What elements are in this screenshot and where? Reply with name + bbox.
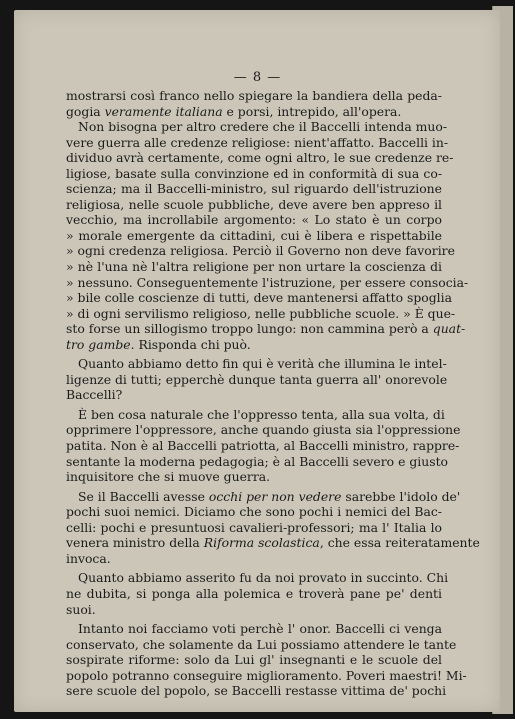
text-line: Se il Baccelli avesse occhi per non vedere sarebbe l'idolo de' — [78, 488, 461, 504]
text-line: » bile colle coscienze di tutti, deve mantenersi affatto spoglia — [66, 290, 452, 306]
text-line: » di ogni servilismo religioso, nelle pubbliche scuole. » È que- — [66, 305, 456, 321]
text-line: religiosa, nelle scuole pubbliche, deve avere ben appreso il — [66, 196, 442, 212]
body-text — [66, 88, 480, 699]
emphasis: quat- — [432, 321, 466, 337]
text-line: Intanto noi facciamo voti perchè l' onor. Baccelli ci venga — [78, 621, 442, 637]
text-line: inquisitore che si muove guerra. — [66, 469, 271, 485]
text-line: venera ministro della Riforma scolastica, che essa reiteratamente — [66, 535, 480, 551]
text-line: » nessuno. Conseguentemente l'istruzione, per essere consocia- — [66, 274, 469, 290]
text-line: gogia veramente italiana e porsi, intrepido, all'opera. — [66, 103, 402, 119]
text-line: Non bisogna per altro credere che il Baccelli intenda muo- — [78, 119, 448, 135]
text-line: celli: pochi e presuntuosi cavalieri-professori; ma l' Italia lo — [66, 519, 442, 535]
text-line: È ben cosa naturale che l'oppresso tenta, alla sua volta, di — [78, 406, 445, 422]
emphasis: Riforma scolastica — [203, 535, 320, 551]
text-line: invoca. — [66, 550, 111, 566]
text-line: » ogni credenza religiosa. Perciò il Governo non deve favorire — [66, 243, 455, 259]
text-line: pochi suoi nemici. Diciamo che sono pochi i nemici del Bac- — [66, 504, 442, 520]
text-line: Baccelli? — [66, 387, 123, 403]
text-line: tro gambe. Risponda chi può. — [66, 336, 251, 352]
text-line: Quanto abbiamo asserito fu da noi provato in succinto. Chi — [78, 570, 449, 586]
text-line: vecchio, ma incrollabile argomento: « Lo stato è un corpo — [66, 212, 442, 228]
emphasis: veramente italiana — [104, 103, 223, 119]
text-line: Quanto abbiamo detto fin qui è verità che illumina le intel- — [78, 356, 447, 372]
page-number: — 8 — — [233, 70, 282, 85]
text-line: dividuo avrà certamente, come ogni altro, le sue credenze re- — [66, 150, 454, 166]
text-line: suoi. — [66, 601, 96, 617]
text-line: ligenze di tutti; epperchè dunque tanta guerra all' onorevole — [66, 371, 448, 387]
text-line: sentante la moderna pedagogia; è al Baccelli severo e giusto — [66, 453, 449, 469]
text-line: sospirate riforme: solo da Lui gl' insegnanti e le scuole del — [66, 652, 442, 668]
text-line: opprimere l'oppressore, anche quando giusta sia l'oppressione — [66, 422, 461, 438]
emphasis: tro gambe — [66, 336, 131, 352]
text-line: conservato, che solamente da Lui possiamo attendere le tante — [66, 636, 457, 652]
text-line: » morale emergente da cittadini, cui è libera e rispettabile — [66, 227, 442, 243]
text-line: ne dubita, si ponga alla polemica e troverà pane pe' denti — [66, 585, 442, 601]
emphasis: occhi per non vedere — [208, 488, 342, 504]
text-line: » nè l'una nè l'altra religione per non urtare la coscienza di — [66, 259, 442, 275]
text-line: ligiose, basate sulla convinzione ed in conformità di sua co- — [66, 165, 442, 181]
text-line: mostrarsi così franco nello spiegare la bandiera della peda- — [66, 88, 442, 103]
text-line: popolo potranno conseguire miglioramento. Poveri maestri! Mi- — [66, 667, 467, 683]
text-line: patita. Non è al Baccelli patriotta, al Baccelli ministro, rappre- — [66, 438, 460, 454]
text-line: scienza; ma il Baccelli-ministro, sul riguardo dell'istruzione — [66, 181, 442, 197]
text-line: sere scuole del popolo, se Baccelli restasse vittima de' pochi — [66, 683, 447, 699]
text-line: sto forse un sillogismo troppo lungo: non cammina però a quat- — [66, 321, 466, 337]
text-line: vere guerra alle credenze religiose: nient'affatto. Baccelli in- — [66, 134, 449, 150]
